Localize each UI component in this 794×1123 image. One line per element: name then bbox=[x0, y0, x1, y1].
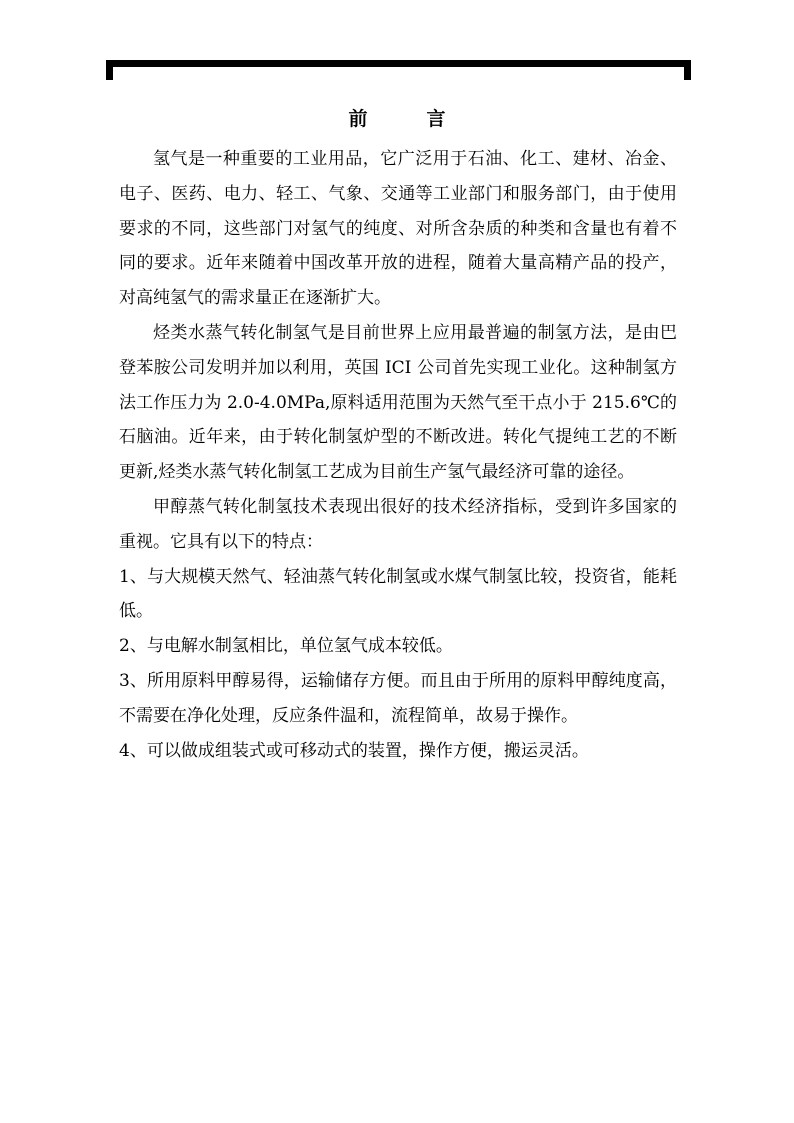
paragraph-intro: 氢气是一种重要的工业用品，它广泛用于石油、化工、建材、冶金、电子、医药、电力、轻工、气象、交通等工业部门和服务部门，由于使用要求的不同，这些部门对氢气的纯度、对所含杂质的种类和含量也有着不同的要求。近年来随着中国改革开放的进程，随着大量高精产品的投产，对高纯氢气的需求量正在逐渐扩大。 bbox=[119, 149, 677, 309]
header-corner-left bbox=[106, 60, 113, 80]
paragraph-hydrocarbon-reforming: 烃类水蒸气转化制氢气是目前世界上应用最普遍的制氢方法，是由巴登苯胺公司发明并加以利用，英国 ICI 公司首先实现工业化。这种制氢方法工作压力为 2.0-4.0MPa,原料适用范围为天然气至干点小于 215.6℃的石脑油。近年来，由于转化制氢炉型的不断改进。转化气提纯工艺的不断更新,烃类水蒸气转化制氢工艺成为目前生产氢气最经济可靠的途径。 bbox=[119, 322, 677, 483]
paragraph-methanol-reforming: 甲醇蒸气转化制氢技术表现出很好的技术经济指标，受到许多国家的重视。它具有以下的特点： bbox=[119, 496, 677, 552]
list-item-4: 4、可以做成组装式或可移动式的装置，操作方便，搬运灵活。 bbox=[119, 740, 589, 761]
page-header-frame bbox=[106, 60, 691, 80]
list-item-3: 3、所用原料甲醇易得，运输储存方便。而且由于所用的原料甲醇纯度高，不需要在净化处理，反应条件温和，流程简单，故易于操作。 bbox=[119, 670, 677, 726]
list-item-2: 2、与电解水制氢相比，单位氢气成本较低。 bbox=[119, 636, 453, 657]
page-title: 前 言 bbox=[348, 108, 466, 130]
header-rule bbox=[106, 60, 691, 67]
document-body bbox=[119, 142, 677, 768]
list-item-1: 1、与大规模天然气、轻油蒸气转化制氢或水煤气制氢比较，投资省，能耗低。 bbox=[119, 566, 677, 622]
header-corner-right bbox=[684, 60, 691, 80]
